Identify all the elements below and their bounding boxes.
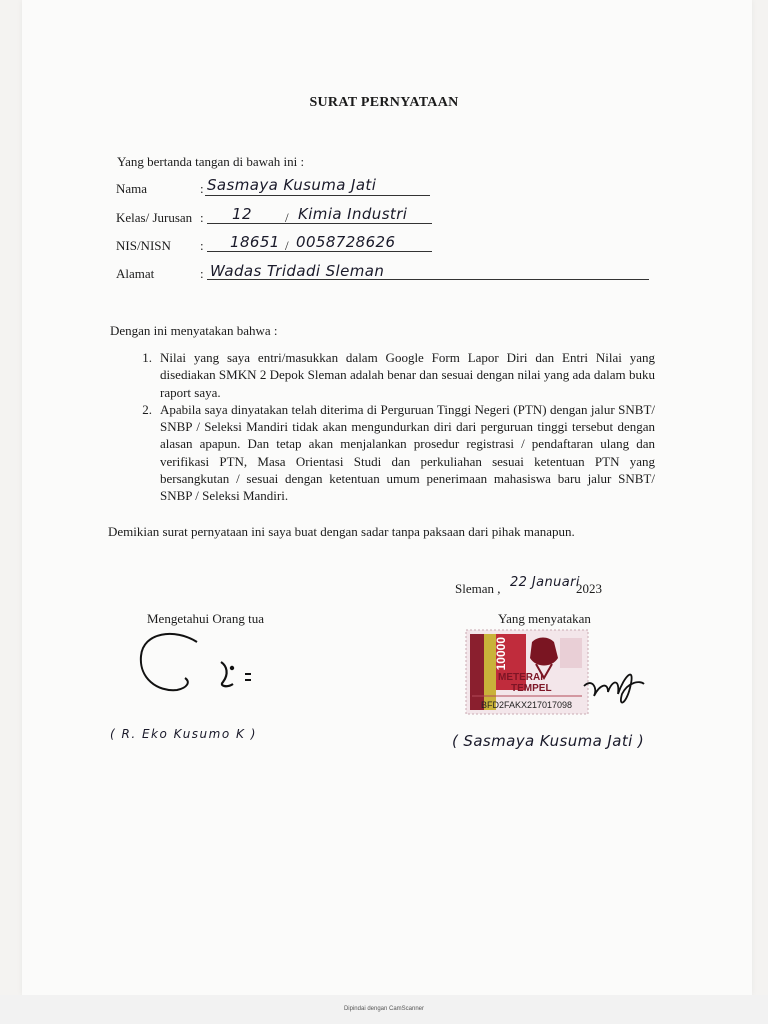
- document-title: SURAT PERNYATAAN: [309, 95, 459, 110]
- scanner-footer: Dipindai dengan CamScanner: [343, 1006, 425, 1012]
- nisn-value: 0058728626: [296, 233, 396, 251]
- address-underline: [207, 279, 649, 280]
- list-item: [110, 401, 655, 505]
- stamp-text-2: TEMPEL: [511, 683, 552, 694]
- parent-label: Mengetahui Orang tua: [147, 611, 264, 626]
- date-handwritten: 22 Januari: [510, 575, 580, 590]
- name-label: Nama: [116, 181, 148, 196]
- place-text: Sleman ,: [455, 581, 501, 596]
- parent-name: ( R. Eko Kusumo K ): [110, 727, 257, 741]
- class-value: 12: [232, 205, 252, 223]
- stamp-text-1: METERAI: [498, 672, 543, 683]
- name-colon: :: [200, 181, 204, 196]
- stamp-serial: BFD2FAKX217017098: [481, 700, 573, 710]
- signer-signature: [578, 658, 648, 710]
- signer-label: Yang menyatakan: [498, 611, 591, 626]
- statement-intro: Dengan ini menyatakan bahwa :: [110, 323, 278, 338]
- signer-name: ( Sasmaya Kusuma Jati ): [452, 732, 645, 750]
- nis-label: NIS/NISN: [116, 238, 171, 253]
- closing-text: Demikian surat pernyataan ini saya buat dengan sadar tanpa paksaan dari pihak manapun.: [108, 524, 575, 539]
- address-label: Alamat: [116, 266, 155, 281]
- nis-slash: /: [285, 238, 289, 253]
- nis-colon: :: [200, 238, 204, 253]
- nis-underline: [207, 251, 432, 252]
- name-value: Sasmaya Kusuma Jati: [207, 176, 377, 194]
- list-item: [110, 349, 655, 401]
- year-text: 2023: [576, 581, 602, 596]
- class-slash: /: [285, 210, 289, 225]
- statement-list: [110, 349, 655, 505]
- list-number: 1.: [142, 350, 152, 365]
- class-underline: [207, 223, 432, 224]
- major-value: Kimia Industri: [298, 205, 408, 223]
- stamp-value: 10000: [494, 637, 508, 671]
- class-colon: :: [200, 210, 204, 225]
- intro-text: Yang bertanda tangan di bawah ini :: [117, 154, 305, 169]
- class-label: Kelas/ Jurusan: [116, 210, 193, 225]
- address-value: Wadas Tridadi Sleman: [210, 262, 385, 280]
- list-text: Nilai yang saya entri/masukkan dalam Google Form Lapor Diri dan Entri Nilai yang disediakan SMKN 2 Depok Sleman adalah benar dan sesuai dengan nilai yang ada dalam buku raport saya.: [160, 350, 655, 400]
- address-colon: :: [200, 266, 204, 281]
- parent-signature: [135, 628, 275, 703]
- name-underline: [205, 195, 430, 196]
- list-text: Apabila saya dinyatakan telah diterima di Perguruan Tinggi Negeri (PTN) dengan jalur SNBT/ SNBP / Seleksi Mandiri tidak akan mengundurkan diri dari perguruan tinggi tersebut dengan alasan apapun. Dan tetap akan menjalankan prosedur registrasi / pendaftaran ulang dan verifikasi PTN, Masa Orientasi Studi dan perkuliahan sesuai ketentuan PTN yang bersangkutan / sesuai dengan ketentuan umum penerimaan mahasiswa baru jalur SNBT/ SNBP / Seleksi Mandiri.: [160, 401, 655, 504]
- list-number: 2.: [142, 401, 152, 417]
- nis-value: 18651: [230, 233, 280, 251]
